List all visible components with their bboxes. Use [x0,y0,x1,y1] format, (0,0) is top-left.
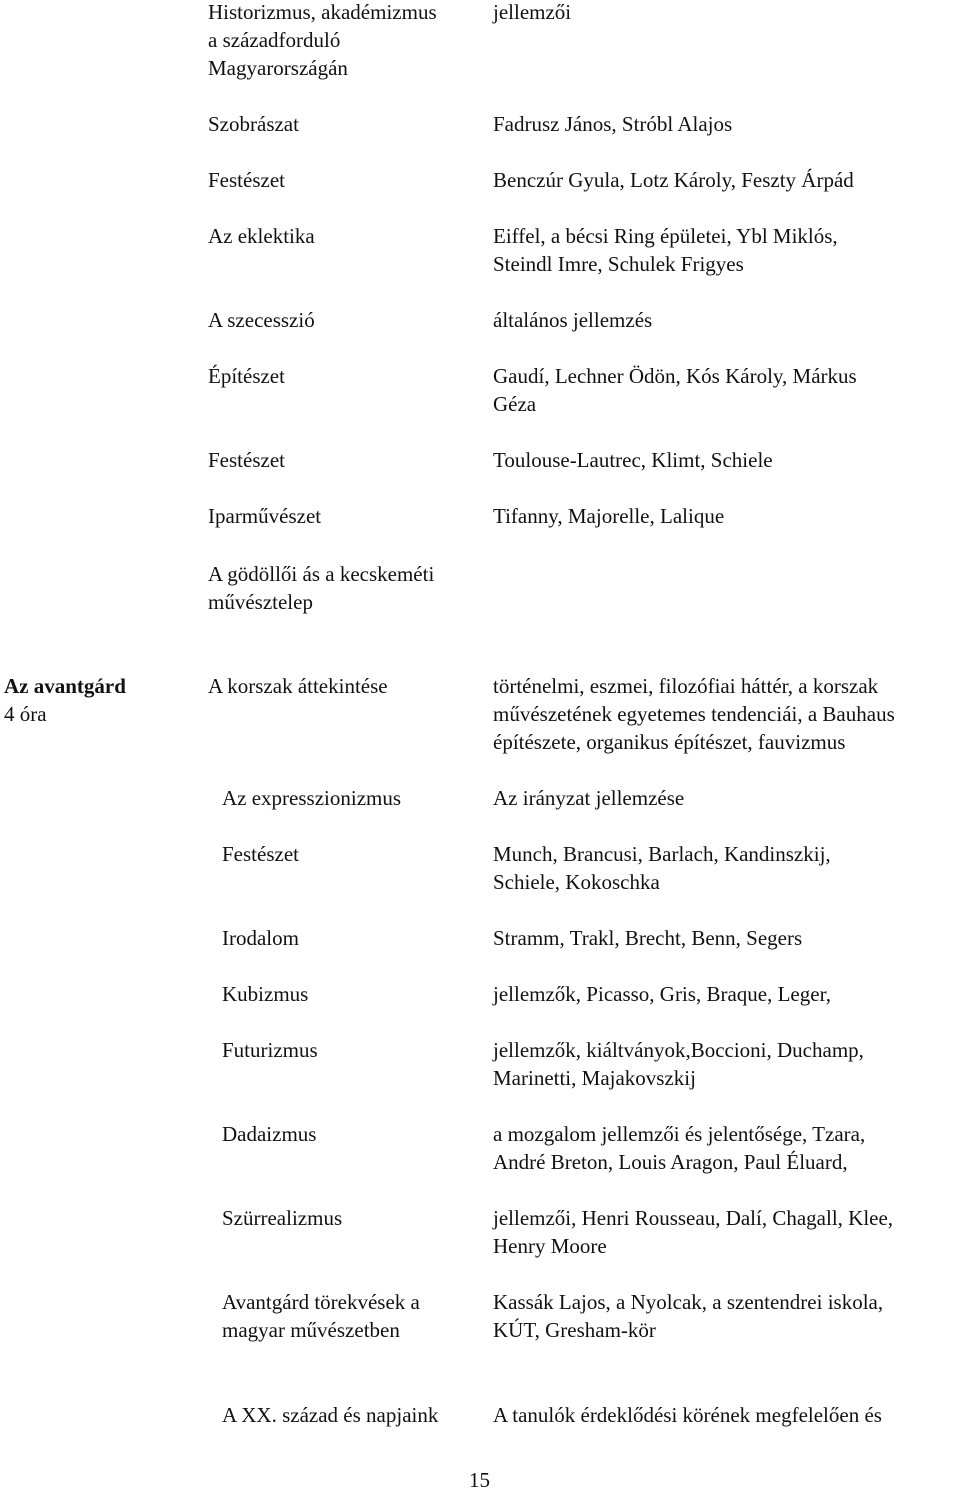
next-unit-detail: A tanulók érdeklődési körének megfelelően és [493,1403,882,1427]
movement-detail: André Breton, Louis Aragon, Paul Éluard, [493,1150,848,1174]
overview-label: A korszak áttekintése [208,674,388,698]
next-unit-label: A XX. század és napjaink [222,1403,439,1427]
movement-detail: jellemzői, Henri Rousseau, Dalí, Chagall, Klee, [493,1206,894,1230]
topic-label: A gödöllői ás a kecskeméti [208,562,435,586]
overview-detail: építészete, organikus építészet, fauvizmus [493,730,846,754]
movement-label: Az expresszionizmus [222,786,402,810]
topic-detail: Toulouse-Lautrec, Klimt, Schiele [493,448,773,472]
movement-label: Kubizmus [222,982,309,1006]
movement-detail: Kassák Lajos, a Nyolcak, a szentendrei iskola, [493,1290,884,1314]
topic-label: Építészet [208,364,285,388]
section-heading-line-2: a századforduló [208,28,341,52]
movement-detail: a mozgalom jellemzői és jelentősége, Tzara, [493,1122,866,1146]
topic-label: Az eklektika [208,224,315,248]
topic-label: Festészet [208,168,285,192]
topic-label: művésztelep [208,590,313,614]
movement-detail: KÚT, Gresham-kör [493,1318,656,1342]
page-number: 15 [469,1468,490,1492]
movement-detail: Marinetti, Majakovszkij [493,1066,696,1090]
movement-detail: Henry Moore [493,1234,607,1258]
section-heading-right: jellemzői [493,0,572,24]
movement-label: Dadaizmus [222,1122,317,1146]
topic-detail: Fadrusz János, Stróbl Alajos [493,112,733,136]
movement-label: Avantgárd törekvések a [222,1290,420,1314]
topic-detail: Géza [493,392,537,416]
unit-title: Az avantgárd [4,674,126,698]
overview-detail: történelmi, eszmei, filozófiai háttér, a korszak [493,674,879,698]
movement-detail: jellemzők, Picasso, Gris, Braque, Leger, [493,982,831,1006]
topic-label: Festészet [208,448,285,472]
movement-detail: Munch, Brancusi, Barlach, Kandinszkij, [493,842,831,866]
section-heading-line-1: Historizmus, akadémizmus [208,0,437,24]
movement-detail: Schiele, Kokoschka [493,870,660,894]
topic-detail: Steindl Imre, Schulek Frigyes [493,252,744,276]
movement-label: magyar művészetben [222,1318,400,1342]
topic-label: Szobrászat [208,112,299,136]
topic-detail: Benczúr Gyula, Lotz Károly, Feszty Árpád [493,168,854,192]
overview-detail: művészetének egyetemes tendenciái, a Bauhaus [493,702,895,726]
movement-detail: Stramm, Trakl, Brecht, Benn, Segers [493,926,803,950]
topic-detail: általános jellemzés [493,308,653,332]
topic-detail: Eiffel, a bécsi Ring épületei, Ybl Miklós, [493,224,838,248]
movement-label: Festészet [222,842,299,866]
movement-label: Irodalom [222,926,299,950]
movement-detail: jellemzők, kiáltványok,Boccioni, Duchamp, [493,1038,864,1062]
topic-label: A szecesszió [208,308,315,332]
topic-detail: Tifanny, Majorelle, Lalique [493,504,725,528]
movement-label: Futurizmus [222,1038,318,1062]
topic-detail: Gaudí, Lechner Ödön, Kós Károly, Márkus [493,364,857,388]
movement-label: Szürrealizmus [222,1206,343,1230]
section-heading-line-3: Magyarországán [208,56,348,80]
topic-label: Iparművészet [208,504,322,528]
movement-detail: Az irányzat jellemzése [493,786,685,810]
unit-hours: 4 óra [4,702,47,726]
